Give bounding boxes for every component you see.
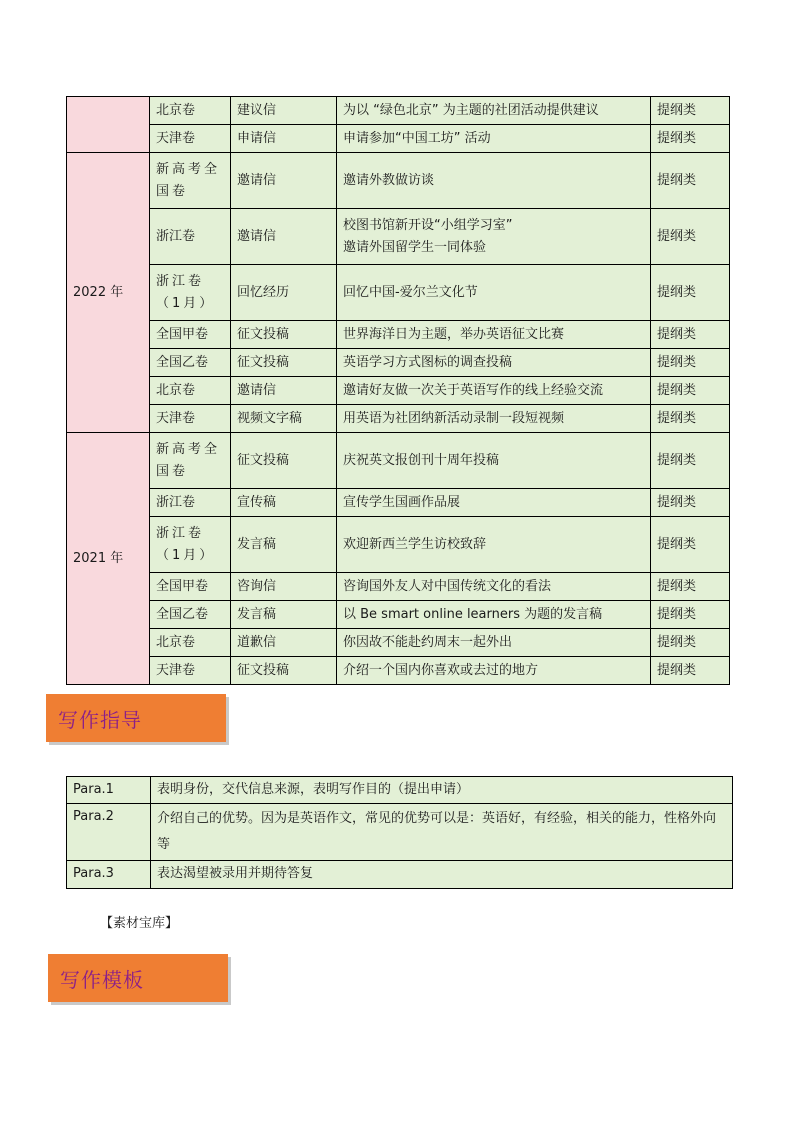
guide-para-text: 表明身份，交代信息来源，表明写作目的（提出申请）: [151, 777, 733, 804]
guide-para-label: Para.1: [67, 777, 151, 804]
paper-cell: 全国乙卷: [150, 601, 231, 629]
topic-cell: [337, 349, 651, 377]
topic-line: 英语学习方式图标的调查投稿: [343, 354, 513, 370]
type-cell: 申请信: [231, 125, 337, 153]
topic-line: 介绍一个国内你喜欢或去过的地方: [343, 662, 539, 678]
category-cell: 提纲类: [651, 125, 730, 153]
topic-cell: [337, 657, 651, 685]
guide-row: [67, 804, 733, 861]
paper-cell: 全国甲卷: [150, 573, 231, 601]
type-cell: 征文投稿: [231, 657, 337, 685]
paper-cell: 浙江卷（1月）: [150, 265, 231, 321]
paper-cell: 浙江卷: [150, 209, 231, 265]
writing-template-title: 写作模板: [60, 968, 144, 992]
year-cell: 2021 年: [67, 433, 150, 685]
type-cell: 建议信: [231, 97, 337, 125]
topic-cell: [337, 433, 651, 489]
category-cell: 提纲类: [651, 629, 730, 657]
topic-line: 邀请好友做一次关于英语写作的线上经验交流: [343, 382, 604, 398]
topic-line: 咨询国外友人对中国传统文化的看法: [343, 578, 552, 594]
type-cell: 视频文字稿: [231, 405, 337, 433]
category-cell: 提纲类: [651, 265, 730, 321]
exam-row: [67, 349, 730, 377]
writing-guide-title: 写作指导: [58, 708, 142, 732]
topic-line: 宣传学生国画作品展: [343, 494, 461, 510]
type-cell: 回忆经历: [231, 265, 337, 321]
category-cell: 提纲类: [651, 377, 730, 405]
paper-cell: 北京卷: [150, 97, 231, 125]
paper-cell: 浙江卷: [150, 489, 231, 517]
topic-cell: [337, 629, 651, 657]
topic-line: 邀请外教做访谈: [343, 172, 435, 188]
category-cell: 提纲类: [651, 433, 730, 489]
topic-cell: [337, 97, 651, 125]
topic-line: 你因故不能赴约周末一起外出: [343, 634, 513, 650]
year-cell: [67, 97, 150, 153]
exam-row: [67, 209, 730, 265]
topic-line: 为以 “绿色北京” 为主题的社团活动提供建议: [343, 102, 599, 118]
writing-template-banner: [48, 954, 228, 1002]
topic-cell: [337, 517, 651, 573]
guide-row: [67, 861, 733, 889]
category-cell: 提纲类: [651, 97, 730, 125]
paper-cell: 北京卷: [150, 377, 231, 405]
topic-line: 世界海洋日为主题，举办英语征文比赛: [343, 326, 565, 342]
exam-row: [67, 433, 730, 489]
exam-row: [67, 601, 730, 629]
topic-line: 邀请外国留学生一同体验: [343, 239, 487, 255]
topic-cell: [337, 321, 651, 349]
type-cell: 邀请信: [231, 377, 337, 405]
category-cell: 提纲类: [651, 657, 730, 685]
topic-line: 庆祝英文报创刊十周年投稿: [343, 452, 500, 468]
topic-cell: [337, 153, 651, 209]
category-cell: 提纲类: [651, 209, 730, 265]
topic-line: 校图书馆新开设“小组学习室”: [343, 217, 513, 233]
topic-cell: [337, 405, 651, 433]
category-cell: 提纲类: [651, 153, 730, 209]
exam-row: [67, 321, 730, 349]
paper-cell: 新高考全国卷: [150, 153, 231, 209]
topic-cell: [337, 601, 651, 629]
exam-row: [67, 629, 730, 657]
exam-row: [67, 573, 730, 601]
topic-line: 欢迎新西兰学生访校致辞: [343, 536, 487, 552]
exam-row: [67, 489, 730, 517]
topic-cell: [337, 489, 651, 517]
paper-cell: 新高考全国卷: [150, 433, 231, 489]
exam-row: [67, 657, 730, 685]
type-cell: 征文投稿: [231, 433, 337, 489]
topic-cell: [337, 573, 651, 601]
category-cell: 提纲类: [651, 349, 730, 377]
type-cell: 征文投稿: [231, 321, 337, 349]
type-cell: 宣传稿: [231, 489, 337, 517]
exam-table: [66, 96, 730, 685]
writing-guide-banner: [46, 694, 226, 742]
topic-line: 申请参加“中国工坊” 活动: [343, 130, 491, 146]
type-cell: 道歉信: [231, 629, 337, 657]
paper-cell: 天津卷: [150, 125, 231, 153]
guide-row: [67, 777, 733, 804]
paper-cell: 天津卷: [150, 657, 231, 685]
category-cell: 提纲类: [651, 321, 730, 349]
type-cell: 邀请信: [231, 153, 337, 209]
category-cell: 提纲类: [651, 601, 730, 629]
category-cell: 提纲类: [651, 517, 730, 573]
type-cell: 咨询信: [231, 573, 337, 601]
guide-para-label: Para.3: [67, 861, 151, 889]
topic-cell: [337, 209, 651, 265]
exam-row: [67, 405, 730, 433]
topic-cell: [337, 125, 651, 153]
paper-cell: 天津卷: [150, 405, 231, 433]
paper-cell: 北京卷: [150, 629, 231, 657]
category-cell: 提纲类: [651, 573, 730, 601]
exam-row: [67, 153, 730, 209]
type-cell: 发言稿: [231, 601, 337, 629]
writing-guide-table: [66, 776, 733, 889]
guide-para-text: 介绍自己的优势。因为是英语作文，常见的优势可以是：英语好，有经验，相关的能力，性格外向等: [151, 804, 733, 861]
type-cell: 邀请信: [231, 209, 337, 265]
category-cell: 提纲类: [651, 405, 730, 433]
type-cell: 征文投稿: [231, 349, 337, 377]
topic-line: 以 Be smart online learners 为题的发言稿: [343, 606, 603, 622]
year-cell: 2022 年: [67, 153, 150, 433]
material-bank-label: 【素材宝库】: [100, 916, 179, 931]
category-cell: 提纲类: [651, 489, 730, 517]
paper-cell: 浙江卷（1月）: [150, 517, 231, 573]
exam-row: [67, 97, 730, 125]
topic-line: 回忆中国-爱尔兰文化节: [343, 284, 478, 300]
exam-row: [67, 265, 730, 321]
type-cell: 发言稿: [231, 517, 337, 573]
exam-row: [67, 377, 730, 405]
topic-cell: [337, 377, 651, 405]
paper-cell: 全国乙卷: [150, 349, 231, 377]
exam-row: [67, 517, 730, 573]
guide-para-text: 表达渴望被录用并期待答复: [151, 861, 733, 889]
paper-cell: 全国甲卷: [150, 321, 231, 349]
topic-cell: [337, 265, 651, 321]
topic-line: 用英语为社团纳新活动录制一段短视频: [343, 410, 565, 426]
exam-row: [67, 125, 730, 153]
guide-para-label: Para.2: [67, 804, 151, 861]
